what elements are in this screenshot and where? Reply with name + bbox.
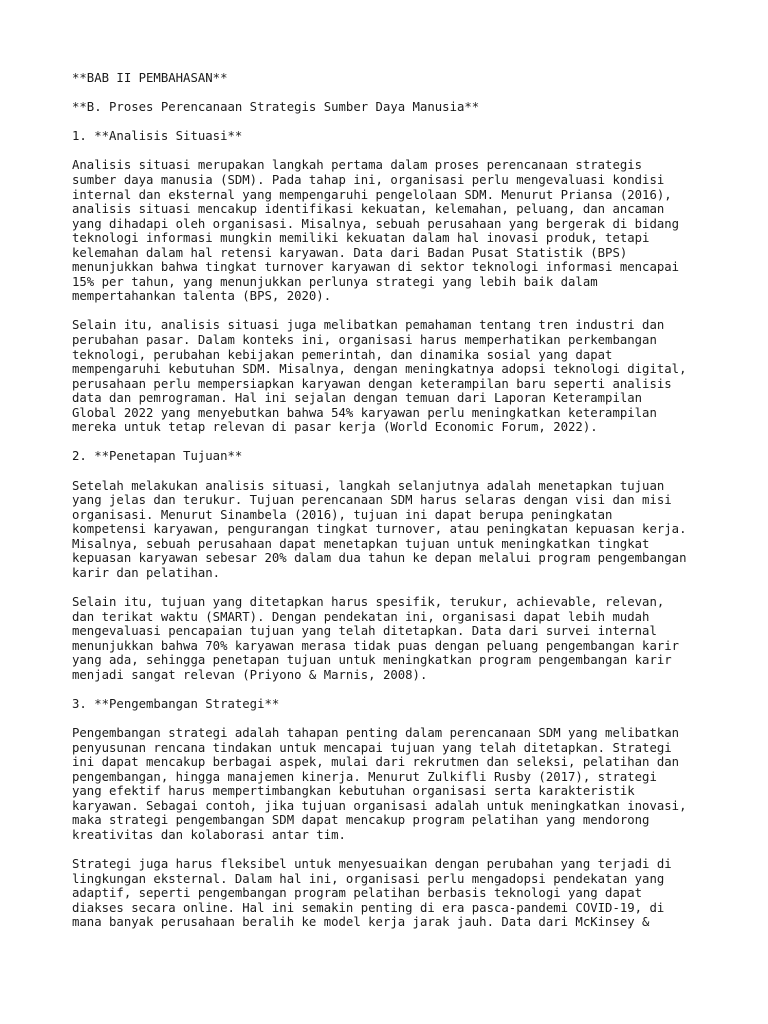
paragraph: Setelah melakukan analisis situasi, langkah selanjutnya adalah menetapkan tujuan yang jelas dan terukur. Tujuan perencanaan SDM harus selaras dengan visi dan misi organisasi. Menurut Sinambela (2016), tujuan ini dapat berupa peningkatan kompetensi karyawan, pengurangan tingkat turnover, atau peningkatan kepuasan kerja. Misalnya, sebuah perusahaan dapat menetapkan tujuan untuk meningkatkan tingkat kepuasan karyawan sebesar 20% dalam dua tahun ke depan melalui program pengembangan karir dan pelatihan.: [72, 478, 687, 580]
paragraph: Analisis situasi merupakan langkah pertama dalam proses perencanaan strategis sumber daya manusia (SDM). Pada tahap ini, organisasi perlu mengevaluasi kondisi internal dan eksternal yang mempengaruhi pengelolaan SDM. Menurut Priansa (2016), analisis situasi mencakup identifikasi kekuatan, kelemahan, peluang, dan ancaman yang dihadapi oleh organisasi. Misalnya, sebuah perusahaan yang bergerak di bidang teknologi informasi mungkin memiliki kekuatan dalam hal inovasi produk, tetapi kelemahan dalam hal retensi karyawan. Data dari Badan Pusat Statistik (BPS) menunjukkan bahwa tingkat turnover karyawan di sektor teknologi informasi mencapai 15% per tahun, yang menunjukkan perlunya strategi yang lebih baik dalam mempertahankan talenta (BPS, 2020).: [72, 158, 680, 304]
document-page: [72, 71, 732, 944]
paragraph: Strategi juga harus fleksibel untuk menyesuaikan dengan perubahan yang terjadi di lingkungan eksternal. Dalam hal ini, organisasi perlu mengadopsi pendekatan yang adaptif, seperti pengembangan program pelatihan berbasis teknologi yang dapat diakses secara online. Hal ini semakin penting di era pasca-pandemi COVID-19, di mana banyak perusahaan beralih ke model kerja jarak jauh. Data dari McKinsey &: [72, 857, 672, 930]
subsection-heading-analisis-situasi: 1. **Analisis Situasi**: [72, 129, 243, 144]
subsection-heading-pengembangan-strategi: 3. **Pengembangan Strategi**: [72, 696, 280, 711]
subsection-heading-penetapan-tujuan: 2. **Penetapan Tujuan**: [72, 449, 243, 464]
paragraph: Pengembangan strategi adalah tahapan penting dalam perencanaan SDM yang melibatkan penyusunan rencana tindakan untuk mencapai tujuan yang telah ditetapkan. Strategi ini dapat mencakup berbagai aspek, mulai dari rekrutmen dan seleksi, pelatihan dan pengembangan, hingga manajemen kinerja. Menurut Zulkifli Rusby (2017), strategi yang efektif harus mempertimbangkan kebutuhan organisasi serta karakteristik karyawan. Sebagai contoh, jika tujuan organisasi adalah untuk meningkatkan inovasi, maka strategi pengembangan SDM dapat mencakup program pelatihan yang mendorong kreativitas dan kolaborasi antar tim.: [72, 726, 687, 842]
section-title: **B. Proses Perencanaan Strategis Sumber Daya Manusia**: [72, 100, 480, 115]
paragraph: Selain itu, tujuan yang ditetapkan harus spesifik, terukur, achievable, relevan, dan terikat waktu (SMART). Dengan pendekatan ini, organisasi dapat lebih mudah mengevaluasi pencapaian tujuan yang telah ditetapkan. Data dari survei internal menunjukkan bahwa 70% karyawan merasa tidak puas dengan peluang pengembangan karir yang ada, sehingga penetapan tujuan untuk meningkatkan program pengembangan karir menjadi sangat relevan (Priyono & Marnis, 2008).: [72, 595, 680, 682]
paragraph: Selain itu, analisis situasi juga melibatkan pemahaman tentang tren industri dan perubahan pasar. Dalam konteks ini, organisasi harus memperhatikan perkembangan teknologi, perubahan kebijakan pemerintah, dan dinamika sosial yang dapat mempengaruhi kebutuhan SDM. Misalnya, dengan meningkatnya adopsi teknologi digital, perusahaan perlu mempersiapkan karyawan dengan keterampilan baru seperti analisis data dan pemrograman. Hal ini sejalan dengan temuan dari Laporan Keterampilan Global 2022 yang menyebutkan bahwa 54% karyawan perlu meningkatkan keterampilan mereka untuk tetap relevan di pasar kerja (World Economic Forum, 2022).: [72, 318, 687, 435]
chapter-title: **BAB II PEMBAHASAN**: [72, 71, 228, 85]
